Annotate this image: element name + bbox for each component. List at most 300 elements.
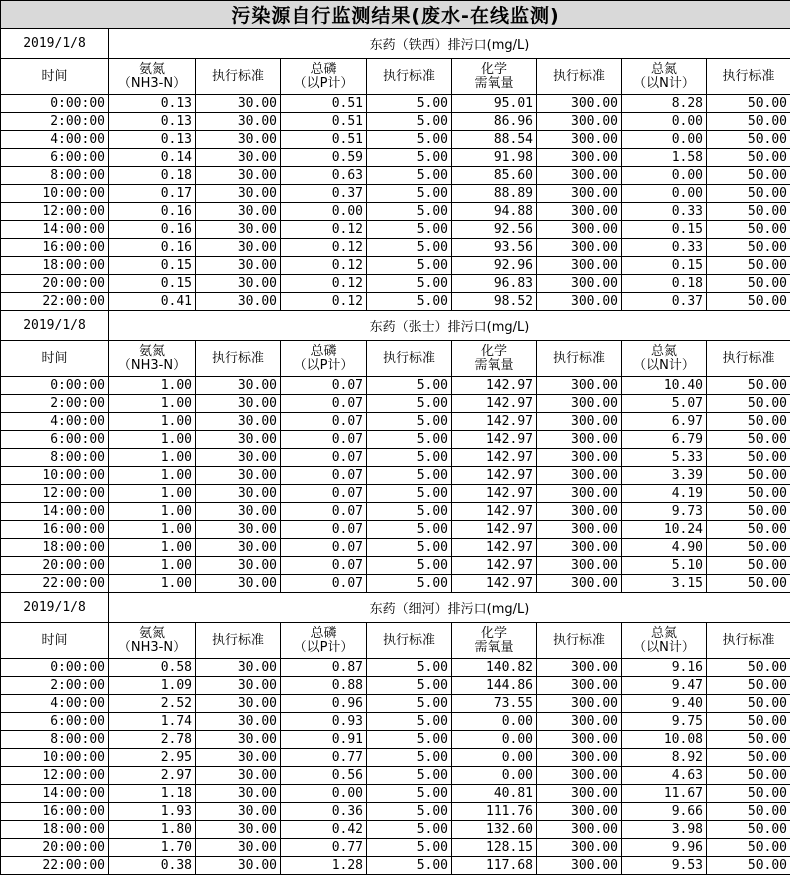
time-cell: 20:00:00 — [1, 557, 109, 575]
table-row — [1, 503, 790, 521]
column-header-row — [1, 623, 790, 659]
value-cell: 300.00 — [537, 839, 622, 857]
time-cell: 14:00:00 — [1, 503, 109, 521]
table-row — [1, 485, 790, 503]
value-cell: 5.00 — [367, 839, 452, 857]
title-row — [1, 1, 790, 29]
table-row — [1, 203, 790, 221]
value-cell: 0.18 — [109, 167, 196, 185]
value-cell: 0.00 — [622, 185, 707, 203]
value-cell: 5.00 — [367, 659, 452, 677]
time-cell: 2:00:00 — [1, 395, 109, 413]
value-cell: 5.00 — [367, 167, 452, 185]
value-cell: 1.00 — [109, 431, 196, 449]
value-cell: 6.79 — [622, 431, 707, 449]
value-cell: 0.12 — [281, 293, 367, 311]
column-header: 总氮 （以N计） — [622, 623, 707, 659]
time-cell: 0:00:00 — [1, 377, 109, 395]
value-cell: 86.96 — [452, 113, 537, 131]
value-cell: 9.96 — [622, 839, 707, 857]
value-cell: 0.13 — [109, 95, 196, 113]
value-cell: 1.28 — [281, 857, 367, 875]
value-cell: 3.98 — [622, 821, 707, 839]
value-cell: 0.00 — [281, 785, 367, 803]
table-row — [1, 239, 790, 257]
value-cell: 5.00 — [367, 749, 452, 767]
column-header: 时间 — [1, 341, 109, 377]
value-cell: 5.00 — [367, 113, 452, 131]
table-row — [1, 449, 790, 467]
value-cell: 9.73 — [622, 503, 707, 521]
value-cell: 73.55 — [452, 695, 537, 713]
value-cell: 5.00 — [367, 713, 452, 731]
value-cell: 300.00 — [537, 695, 622, 713]
section-date: 2019/1/8 — [1, 593, 109, 623]
time-cell: 4:00:00 — [1, 131, 109, 149]
value-cell: 30.00 — [196, 221, 281, 239]
value-cell: 8.92 — [622, 749, 707, 767]
value-cell: 0.07 — [281, 449, 367, 467]
value-cell: 9.40 — [622, 695, 707, 713]
value-cell: 50.00 — [707, 677, 790, 695]
value-cell: 142.97 — [452, 521, 537, 539]
column-header: 总氮 （以N计） — [622, 59, 707, 95]
value-cell: 30.00 — [196, 659, 281, 677]
table-row — [1, 695, 790, 713]
value-cell: 50.00 — [707, 695, 790, 713]
value-cell: 300.00 — [537, 557, 622, 575]
value-cell: 1.09 — [109, 677, 196, 695]
column-header: 化学 需氧量 — [452, 59, 537, 95]
table-row — [1, 257, 790, 275]
value-cell: 50.00 — [707, 857, 790, 875]
value-cell: 0.42 — [281, 821, 367, 839]
value-cell: 300.00 — [537, 239, 622, 257]
value-cell: 300.00 — [537, 149, 622, 167]
value-cell: 0.00 — [452, 731, 537, 749]
value-cell: 0.16 — [109, 203, 196, 221]
value-cell: 300.00 — [537, 731, 622, 749]
value-cell: 30.00 — [196, 467, 281, 485]
value-cell: 300.00 — [537, 803, 622, 821]
value-cell: 30.00 — [196, 167, 281, 185]
column-header: 执行标准 — [537, 341, 622, 377]
value-cell: 50.00 — [707, 575, 790, 593]
value-cell: 0.00 — [622, 167, 707, 185]
value-cell: 30.00 — [196, 749, 281, 767]
value-cell: 5.00 — [367, 413, 452, 431]
value-cell: 300.00 — [537, 293, 622, 311]
value-cell: 0.77 — [281, 839, 367, 857]
value-cell: 50.00 — [707, 149, 790, 167]
table-row — [1, 821, 790, 839]
column-header: 执行标准 — [367, 341, 452, 377]
time-cell: 8:00:00 — [1, 167, 109, 185]
value-cell: 50.00 — [707, 749, 790, 767]
table-row — [1, 659, 790, 677]
value-cell: 5.00 — [367, 503, 452, 521]
value-cell: 0.63 — [281, 167, 367, 185]
value-cell: 0.18 — [622, 275, 707, 293]
value-cell: 300.00 — [537, 131, 622, 149]
value-cell: 142.97 — [452, 467, 537, 485]
value-cell: 30.00 — [196, 839, 281, 857]
value-cell: 300.00 — [537, 377, 622, 395]
value-cell: 30.00 — [196, 803, 281, 821]
value-cell: 91.98 — [452, 149, 537, 167]
value-cell: 300.00 — [537, 221, 622, 239]
table-row — [1, 131, 790, 149]
value-cell: 1.00 — [109, 539, 196, 557]
value-cell: 50.00 — [707, 557, 790, 575]
time-cell: 16:00:00 — [1, 239, 109, 257]
value-cell: 0.15 — [109, 275, 196, 293]
value-cell: 50.00 — [707, 293, 790, 311]
value-cell: 30.00 — [196, 713, 281, 731]
value-cell: 300.00 — [537, 485, 622, 503]
value-cell: 0.00 — [281, 203, 367, 221]
time-cell: 22:00:00 — [1, 293, 109, 311]
value-cell: 300.00 — [537, 713, 622, 731]
time-cell: 14:00:00 — [1, 785, 109, 803]
column-header: 时间 — [1, 623, 109, 659]
section-outfall-name: 东药（张士）排污口(mg/L) — [109, 311, 790, 341]
value-cell: 9.16 — [622, 659, 707, 677]
value-cell: 0.00 — [452, 767, 537, 785]
value-cell: 142.97 — [452, 377, 537, 395]
value-cell: 1.00 — [109, 377, 196, 395]
value-cell: 50.00 — [707, 659, 790, 677]
value-cell: 50.00 — [707, 167, 790, 185]
value-cell: 0.00 — [622, 131, 707, 149]
table-row — [1, 185, 790, 203]
value-cell: 0.93 — [281, 713, 367, 731]
value-cell: 0.38 — [109, 857, 196, 875]
value-cell: 5.00 — [367, 449, 452, 467]
value-cell: 30.00 — [196, 185, 281, 203]
value-cell: 5.00 — [367, 539, 452, 557]
value-cell: 50.00 — [707, 521, 790, 539]
value-cell: 0.07 — [281, 539, 367, 557]
value-cell: 2.78 — [109, 731, 196, 749]
value-cell: 142.97 — [452, 539, 537, 557]
value-cell: 1.80 — [109, 821, 196, 839]
time-cell: 4:00:00 — [1, 413, 109, 431]
column-header-row — [1, 341, 790, 377]
value-cell: 5.00 — [367, 857, 452, 875]
column-header: 化学 需氧量 — [452, 341, 537, 377]
value-cell: 50.00 — [707, 767, 790, 785]
time-cell: 18:00:00 — [1, 821, 109, 839]
value-cell: 0.33 — [622, 203, 707, 221]
value-cell: 0.37 — [281, 185, 367, 203]
time-cell: 12:00:00 — [1, 767, 109, 785]
column-header: 时间 — [1, 59, 109, 95]
time-cell: 16:00:00 — [1, 521, 109, 539]
value-cell: 0.07 — [281, 395, 367, 413]
value-cell: 50.00 — [707, 821, 790, 839]
value-cell: 94.88 — [452, 203, 537, 221]
value-cell: 50.00 — [707, 785, 790, 803]
column-header: 执行标准 — [707, 623, 790, 659]
time-cell: 18:00:00 — [1, 539, 109, 557]
value-cell: 300.00 — [537, 521, 622, 539]
value-cell: 0.15 — [622, 221, 707, 239]
table-row — [1, 575, 790, 593]
column-header: 执行标准 — [196, 341, 281, 377]
column-header: 总氮 （以N计） — [622, 341, 707, 377]
table-row — [1, 785, 790, 803]
value-cell: 5.00 — [367, 257, 452, 275]
value-cell: 50.00 — [707, 95, 790, 113]
value-cell: 50.00 — [707, 449, 790, 467]
value-cell: 142.97 — [452, 575, 537, 593]
value-cell: 300.00 — [537, 275, 622, 293]
time-cell: 6:00:00 — [1, 149, 109, 167]
value-cell: 300.00 — [537, 395, 622, 413]
value-cell: 50.00 — [707, 203, 790, 221]
value-cell: 1.00 — [109, 395, 196, 413]
value-cell: 0.88 — [281, 677, 367, 695]
value-cell: 5.00 — [367, 731, 452, 749]
value-cell: 0.12 — [281, 221, 367, 239]
value-cell: 0.07 — [281, 377, 367, 395]
time-cell: 8:00:00 — [1, 731, 109, 749]
value-cell: 0.00 — [452, 749, 537, 767]
value-cell: 0.12 — [281, 275, 367, 293]
value-cell: 5.00 — [367, 275, 452, 293]
value-cell: 0.41 — [109, 293, 196, 311]
value-cell: 0.07 — [281, 413, 367, 431]
column-header: 氨氮 （NH3-N） — [109, 623, 196, 659]
value-cell: 0.16 — [109, 221, 196, 239]
value-cell: 5.00 — [367, 395, 452, 413]
value-cell: 300.00 — [537, 857, 622, 875]
value-cell: 300.00 — [537, 413, 622, 431]
section-header-row — [1, 311, 790, 341]
time-cell: 6:00:00 — [1, 431, 109, 449]
value-cell: 95.01 — [452, 95, 537, 113]
value-cell: 300.00 — [537, 185, 622, 203]
value-cell: 5.00 — [367, 149, 452, 167]
value-cell: 5.07 — [622, 395, 707, 413]
value-cell: 0.12 — [281, 257, 367, 275]
table-row — [1, 95, 790, 113]
value-cell: 50.00 — [707, 839, 790, 857]
value-cell: 30.00 — [196, 203, 281, 221]
value-cell: 142.97 — [452, 485, 537, 503]
value-cell: 5.33 — [622, 449, 707, 467]
table-row — [1, 395, 790, 413]
time-cell: 4:00:00 — [1, 695, 109, 713]
value-cell: 1.00 — [109, 503, 196, 521]
value-cell: 1.00 — [109, 449, 196, 467]
value-cell: 9.66 — [622, 803, 707, 821]
table-row — [1, 557, 790, 575]
value-cell: 5.00 — [367, 575, 452, 593]
time-cell: 0:00:00 — [1, 95, 109, 113]
value-cell: 50.00 — [707, 131, 790, 149]
table-row — [1, 749, 790, 767]
value-cell: 0.33 — [622, 239, 707, 257]
value-cell: 30.00 — [196, 821, 281, 839]
value-cell: 300.00 — [537, 95, 622, 113]
column-header: 执行标准 — [707, 341, 790, 377]
value-cell: 30.00 — [196, 521, 281, 539]
table-row — [1, 113, 790, 131]
value-cell: 144.86 — [452, 677, 537, 695]
time-cell: 18:00:00 — [1, 257, 109, 275]
value-cell: 85.60 — [452, 167, 537, 185]
value-cell: 50.00 — [707, 185, 790, 203]
table-row — [1, 521, 790, 539]
table-row — [1, 713, 790, 731]
value-cell: 9.47 — [622, 677, 707, 695]
value-cell: 5.00 — [367, 293, 452, 311]
time-cell: 16:00:00 — [1, 803, 109, 821]
time-cell: 10:00:00 — [1, 185, 109, 203]
value-cell: 93.56 — [452, 239, 537, 257]
value-cell: 0.51 — [281, 113, 367, 131]
table-row — [1, 803, 790, 821]
value-cell: 50.00 — [707, 395, 790, 413]
value-cell: 30.00 — [196, 293, 281, 311]
time-cell: 10:00:00 — [1, 467, 109, 485]
value-cell: 30.00 — [196, 677, 281, 695]
value-cell: 30.00 — [196, 485, 281, 503]
value-cell: 0.07 — [281, 575, 367, 593]
value-cell: 1.74 — [109, 713, 196, 731]
column-header: 执行标准 — [707, 59, 790, 95]
value-cell: 1.00 — [109, 485, 196, 503]
value-cell: 300.00 — [537, 167, 622, 185]
table-row — [1, 275, 790, 293]
value-cell: 50.00 — [707, 467, 790, 485]
value-cell: 300.00 — [537, 575, 622, 593]
value-cell: 50.00 — [707, 275, 790, 293]
value-cell: 0.07 — [281, 431, 367, 449]
time-cell: 2:00:00 — [1, 677, 109, 695]
value-cell: 5.00 — [367, 431, 452, 449]
value-cell: 1.70 — [109, 839, 196, 857]
value-cell: 10.24 — [622, 521, 707, 539]
value-cell: 50.00 — [707, 503, 790, 521]
table-row — [1, 857, 790, 875]
value-cell: 0.58 — [109, 659, 196, 677]
column-header: 氨氮 （NH3-N） — [109, 341, 196, 377]
value-cell: 0.14 — [109, 149, 196, 167]
value-cell: 111.76 — [452, 803, 537, 821]
table-row — [1, 767, 790, 785]
value-cell: 30.00 — [196, 449, 281, 467]
column-header: 执行标准 — [196, 623, 281, 659]
time-cell: 8:00:00 — [1, 449, 109, 467]
value-cell: 10.40 — [622, 377, 707, 395]
value-cell: 117.68 — [452, 857, 537, 875]
time-cell: 20:00:00 — [1, 839, 109, 857]
value-cell: 300.00 — [537, 785, 622, 803]
value-cell: 300.00 — [537, 749, 622, 767]
value-cell: 3.15 — [622, 575, 707, 593]
table-row — [1, 731, 790, 749]
value-cell: 300.00 — [537, 767, 622, 785]
value-cell: 0.07 — [281, 467, 367, 485]
value-cell: 5.00 — [367, 239, 452, 257]
value-cell: 5.00 — [367, 821, 452, 839]
value-cell: 9.75 — [622, 713, 707, 731]
value-cell: 30.00 — [196, 539, 281, 557]
column-header: 执行标准 — [367, 59, 452, 95]
value-cell: 300.00 — [537, 539, 622, 557]
value-cell: 30.00 — [196, 557, 281, 575]
value-cell: 140.82 — [452, 659, 537, 677]
value-cell: 50.00 — [707, 431, 790, 449]
value-cell: 142.97 — [452, 431, 537, 449]
value-cell: 50.00 — [707, 257, 790, 275]
time-cell: 0:00:00 — [1, 659, 109, 677]
value-cell: 40.81 — [452, 785, 537, 803]
section-date: 2019/1/8 — [1, 311, 109, 341]
value-cell: 0.12 — [281, 239, 367, 257]
value-cell: 5.00 — [367, 377, 452, 395]
value-cell: 30.00 — [196, 275, 281, 293]
value-cell: 9.53 — [622, 857, 707, 875]
value-cell: 0.17 — [109, 185, 196, 203]
table-row — [1, 377, 790, 395]
value-cell: 5.00 — [367, 485, 452, 503]
column-header: 执行标准 — [367, 623, 452, 659]
value-cell: 5.00 — [367, 203, 452, 221]
table-row — [1, 293, 790, 311]
value-cell: 50.00 — [707, 731, 790, 749]
value-cell: 300.00 — [537, 503, 622, 521]
value-cell: 1.00 — [109, 575, 196, 593]
value-cell: 50.00 — [707, 239, 790, 257]
value-cell: 0.00 — [622, 113, 707, 131]
value-cell: 1.93 — [109, 803, 196, 821]
value-cell: 142.97 — [452, 395, 537, 413]
value-cell: 30.00 — [196, 413, 281, 431]
value-cell: 0.77 — [281, 749, 367, 767]
value-cell: 5.00 — [367, 695, 452, 713]
value-cell: 300.00 — [537, 821, 622, 839]
value-cell: 30.00 — [196, 95, 281, 113]
time-cell: 12:00:00 — [1, 203, 109, 221]
value-cell: 300.00 — [537, 431, 622, 449]
value-cell: 8.28 — [622, 95, 707, 113]
value-cell: 50.00 — [707, 803, 790, 821]
value-cell: 88.89 — [452, 185, 537, 203]
value-cell: 5.00 — [367, 131, 452, 149]
section-date: 2019/1/8 — [1, 29, 109, 59]
table-row — [1, 539, 790, 557]
table-row — [1, 431, 790, 449]
value-cell: 1.00 — [109, 413, 196, 431]
value-cell: 2.52 — [109, 695, 196, 713]
value-cell: 50.00 — [707, 377, 790, 395]
value-cell: 0.51 — [281, 95, 367, 113]
value-cell: 132.60 — [452, 821, 537, 839]
value-cell: 30.00 — [196, 785, 281, 803]
value-cell: 6.97 — [622, 413, 707, 431]
value-cell: 0.59 — [281, 149, 367, 167]
value-cell: 5.00 — [367, 95, 452, 113]
value-cell: 50.00 — [707, 413, 790, 431]
section-outfall-name: 东药（细河）排污口(mg/L) — [109, 593, 790, 623]
value-cell: 142.97 — [452, 413, 537, 431]
value-cell: 0.13 — [109, 131, 196, 149]
value-cell: 5.00 — [367, 521, 452, 539]
